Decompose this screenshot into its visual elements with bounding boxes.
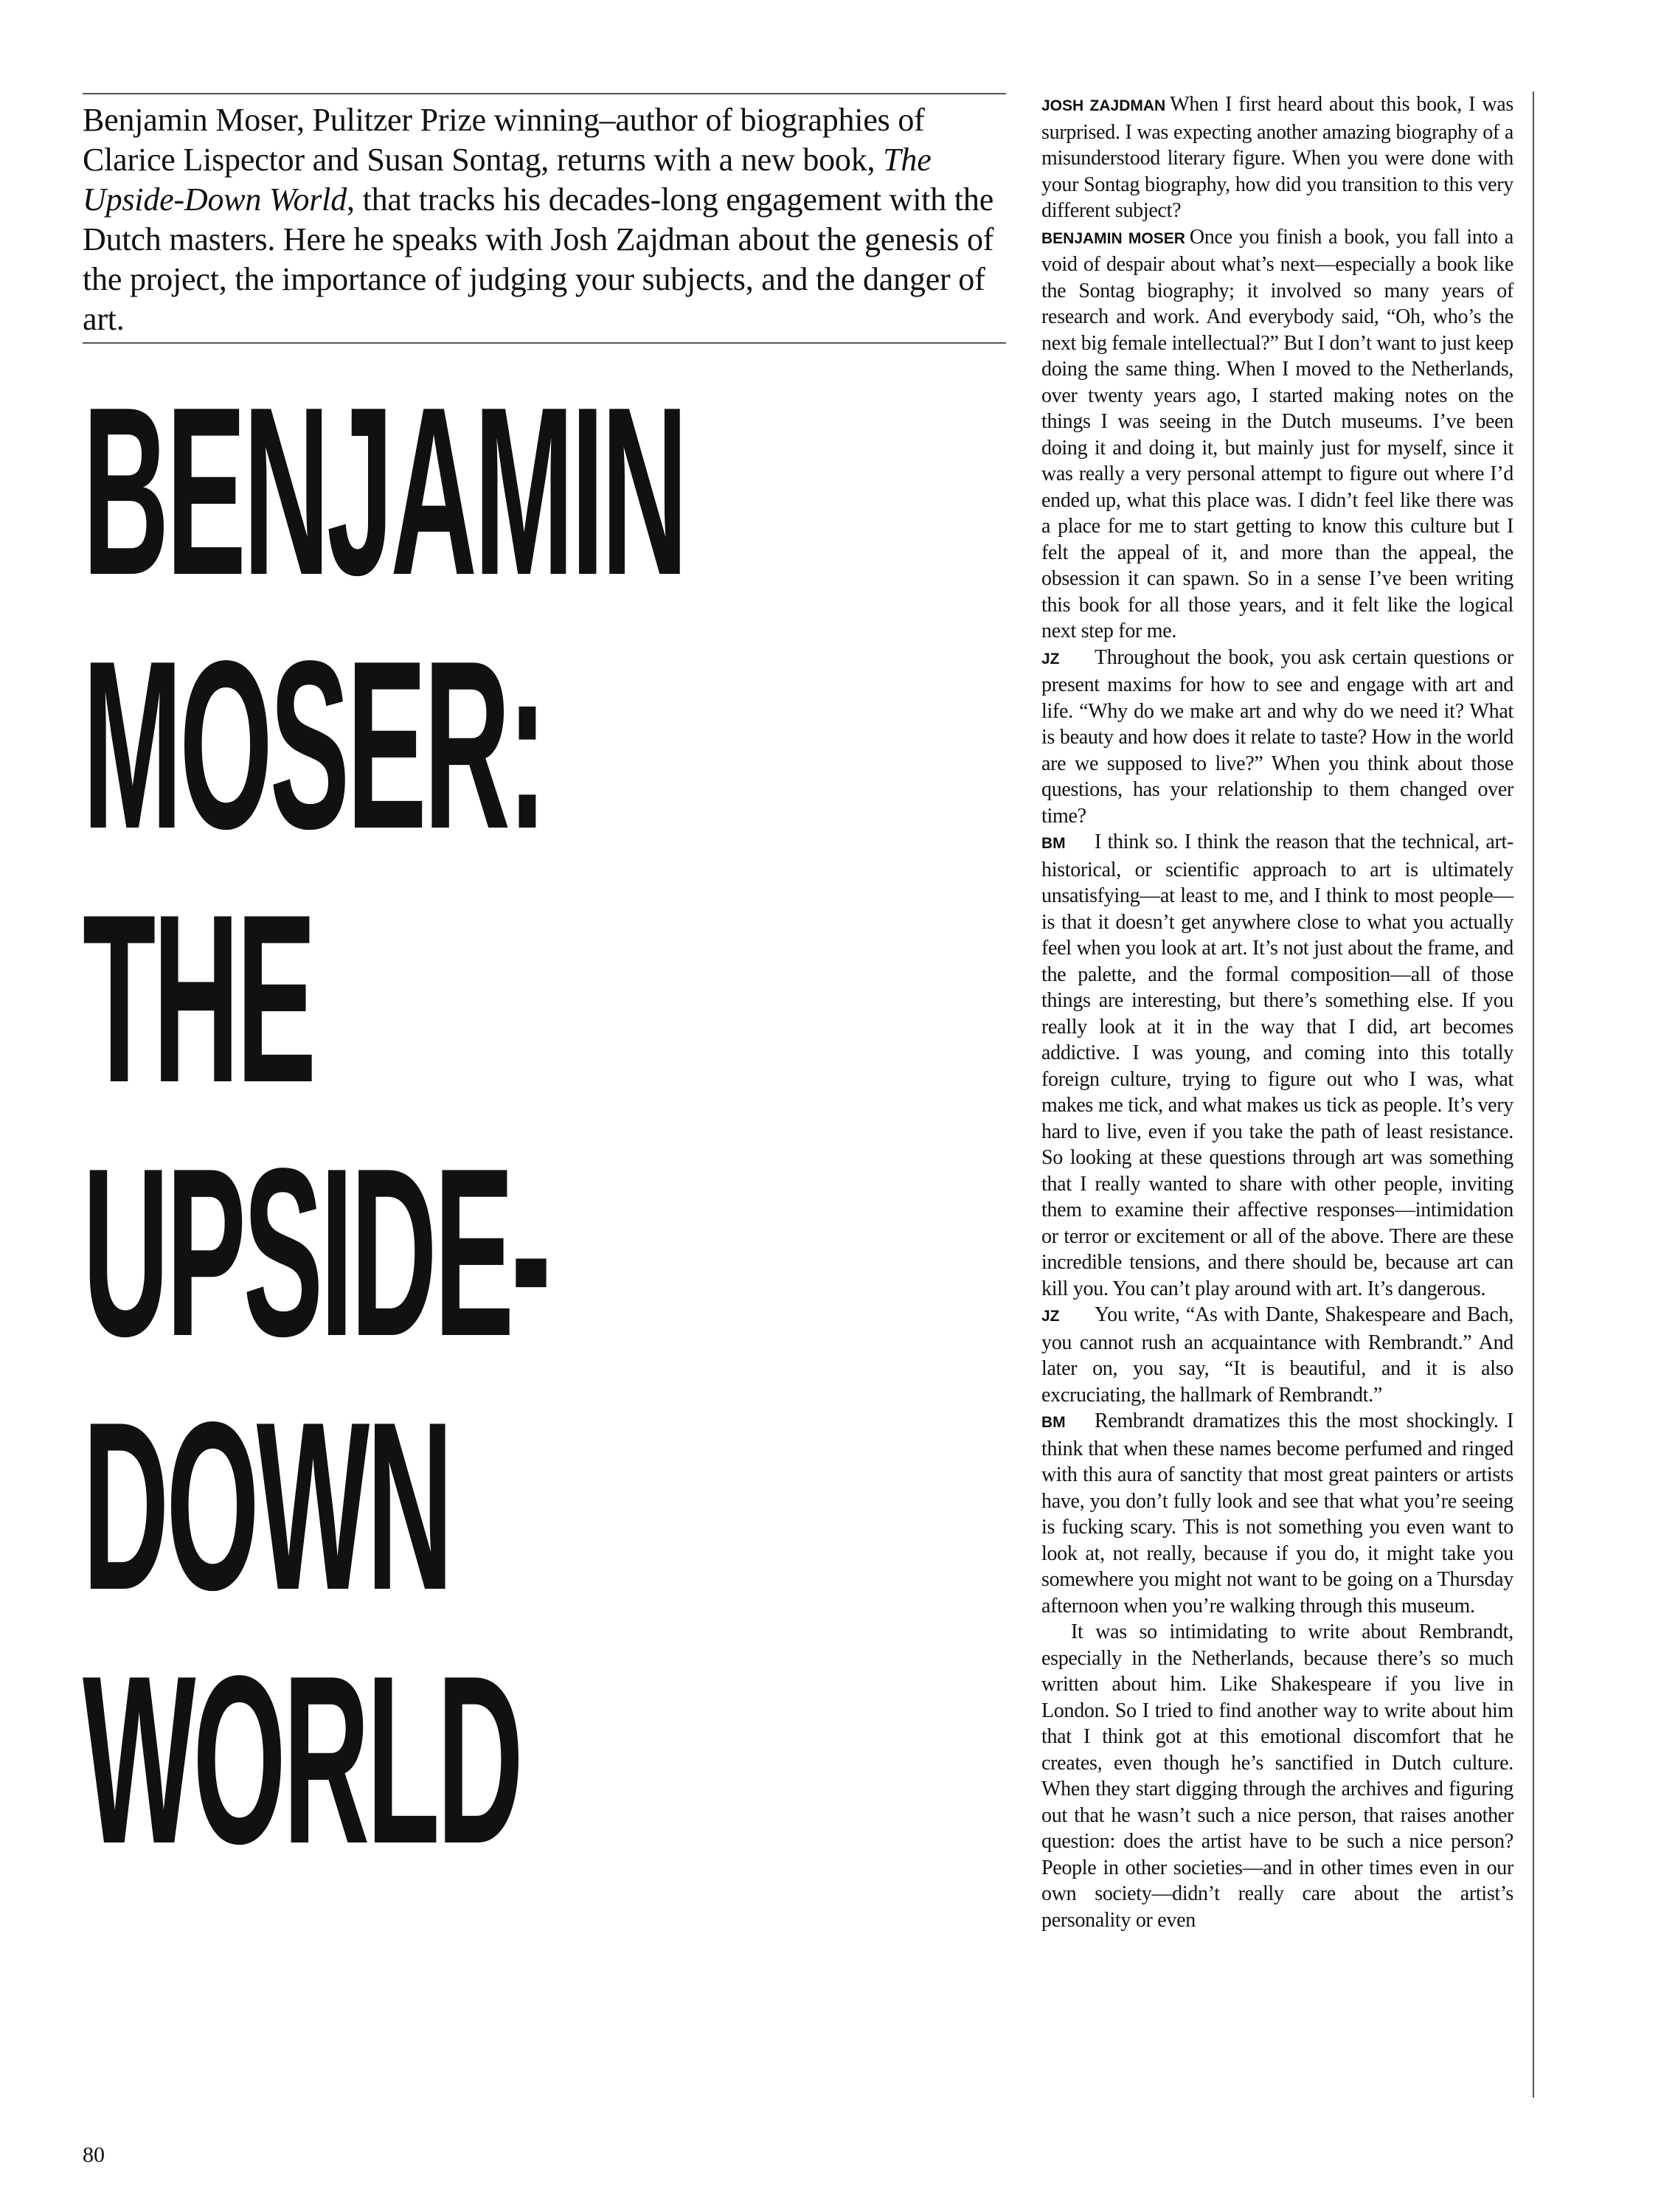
intro-bottom-rule (83, 342, 1006, 344)
paragraph-text: Rembrandt dramatizes this the most shockingly. I think that when these names become perfumed and ringed with this aura of sanctity that most great painters or artists have, you don’t fully look and see that what you’re seeing is fucking scary. This is not something you even want to look at, not really, because if you do, it might take you somewhere you might not want to be going on a Thursday afternoon when you’re walking through this museum. (1041, 1410, 1513, 1618)
paragraph-text: Throughout the book, you ask certain questions or present maxims for how to see and engage with art and life. “Why do we make art and why do we need it? What is beauty and how does it relate to taste? How in the world are we supposed to live?” When you think about those questions, has your relationship to them changed over time? (1041, 645, 1513, 828)
headline-line: UPSIDE- (83, 1118, 549, 1386)
top-rule (83, 93, 1006, 94)
speaker-label: BM (1041, 835, 1066, 852)
intro-book-title: The Upside-Down World (83, 142, 932, 218)
headline-line: DOWN (83, 1372, 451, 1640)
headline-line: WORLD (83, 1626, 521, 1893)
interview-paragraph (1041, 224, 1513, 645)
paragraph-text: It was so intimidating to write about Rembrandt, especially in the Netherlands, because there’s so much written about him. Like Shakespeare if you live in London. So I tried to find another way to write about him that I think got at this emotional discomfort that he creates, even though he’s sanctified in Dutch culture. When they start digging through the archives and figuring out that he wasn’t such a nice person, that raises another question: does the artist have to be such a nice person? People in other societies—and in other times even in our own society—didn’t really care about the artist’s personality or even (1041, 1620, 1513, 1932)
headline (83, 357, 1019, 1893)
interview-paragraph (1041, 1408, 1513, 1619)
intro-deck (83, 100, 1013, 339)
headline-line: BENJAMIN (83, 357, 685, 625)
speaker-label: BENJAMIN MOSER (1041, 229, 1185, 247)
page-number: 80 (83, 2143, 105, 2167)
paragraph-text: Once you finish a book, you fall into a void of despair about what’s next—especially a book like the Sontag biography; it involved so many years of research and work. And everybody said, “Oh, who’s the next big female intellectual?” But I don’t want to just keep doing the same thing. When I moved to the Netherlands, over twenty years ago, I started making notes on the things I was seeing in the Dutch museums. I’ve been doing it and doing it, but mainly just for myself, since it was really a very personal attempt to figure out where I’d ended up, what this place was. I didn’t feel like there was a place for me to start getting to know this culture but I felt the appeal of it, and more than the appeal, the obsession it can spawn. So in a sense I’ve been writing this book for all those years, and it felt like the logical next step for me. (1041, 225, 1513, 642)
interview-paragraph (1041, 645, 1513, 830)
interview-paragraph (1041, 829, 1513, 1302)
paragraph-text: You write, “As with Dante, Shakespeare and Bach, you cannot rush an acquaintance with Rembrandt.” And later on, you say, “It is beautiful, and it is also excruciating, the hallmark of Rembrandt.” (1041, 1303, 1513, 1407)
interview-paragraph (1041, 91, 1513, 224)
interview-paragraph (1041, 1302, 1513, 1408)
interview-column (1041, 91, 1534, 2098)
speaker-label: JZ (1041, 1308, 1060, 1325)
paragraph-text: I think so. I think the reason that the technical, art-historical, or scientific approach to art is ultimately unsatisfying—at least to me, and I think to most people—is that it doesn’t get anywhere close to what you actually feel when you look at art. It’s not just about the frame, and the palette, and the formal composition—all of those things are interesting, but there’s something else. If you really look at it in the way that I did, art becomes addictive. I was young, and coming into this totally foreign culture, trying to figure out who I was, what makes me tick, and what makes us tick as people. It’s very hard to live, even if you take the path of least resistance. So looking at these questions through art was something that I really wanted to share with other people, inviting them to examine their affective responses—intimidation or terror or excitement or all of the above. There are these incredible tensions, and there should be, because art can kill you. You can’t play around with art. It’s dangerous. (1041, 831, 1513, 1300)
interview-paragraph (1041, 1619, 1513, 1933)
speaker-label: BM (1041, 1414, 1066, 1431)
intro-text-before: Benjamin Moser, Pulitzer Prize winning–author of biographies of Clarice Lispector and Susan Sontag, returns with a new book, (83, 102, 925, 178)
intro-text-after: , that tracks his decades-long engagement with the Dutch masters. Here he speaks with Josh Zajdman about the genesis of the project, the importance of judging your subjects, and the danger of art. (83, 181, 994, 337)
headline-line: THE (83, 864, 313, 1132)
speaker-label: JZ (1041, 650, 1060, 668)
paragraph-text: When I first heard about this book, I was surprised. I was expecting another amazing biography of a misunderstood literary figure. When you were done with your Sontag biography, how did you transition to this very different subject? (1041, 93, 1513, 222)
headline-line: MOSER: (83, 611, 544, 878)
speaker-label: JOSH ZAJDMAN (1041, 97, 1166, 114)
